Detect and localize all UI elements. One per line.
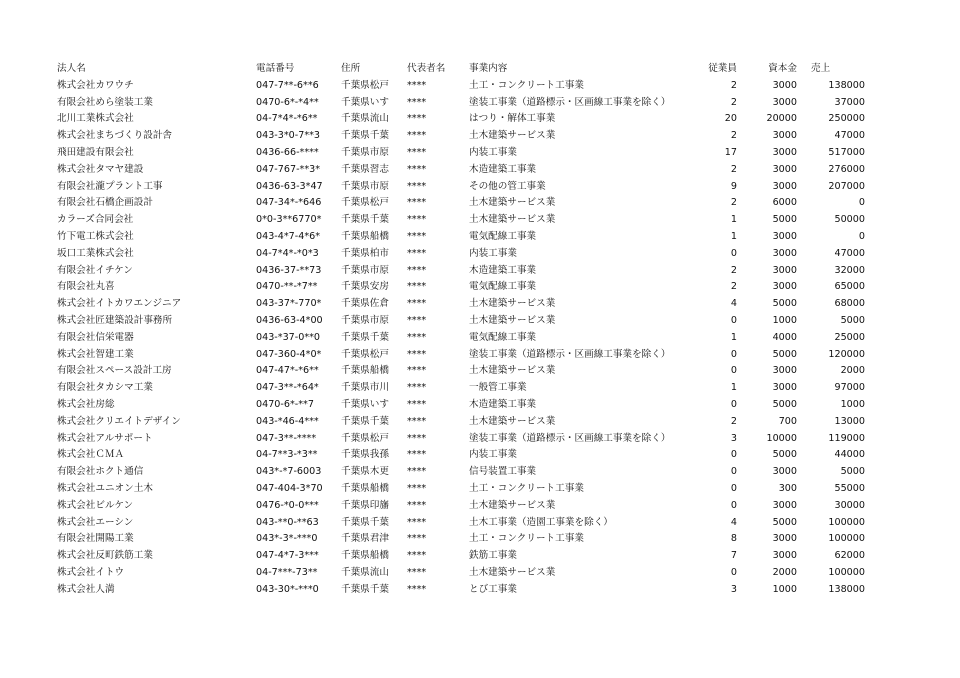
representative-cell: **** (407, 130, 427, 142)
address-cell: 千葉県船橋 (341, 550, 389, 562)
representative-cell: **** (407, 163, 427, 175)
phone-cell: 0*0-3**6770* (256, 214, 322, 226)
table-row (57, 498, 865, 515)
company-table (57, 61, 865, 599)
address-cell: 千葉県千葉 (341, 130, 389, 142)
phone-cell: 047-404-3*70 (256, 482, 323, 494)
representative-cell: **** (407, 180, 427, 192)
address-cell: 千葉県いす (341, 96, 389, 108)
business-cell: はつり・解体工事業 (469, 113, 556, 125)
phone-cell: 0476-*0-0*** (256, 499, 319, 511)
table-row (57, 145, 865, 162)
business-cell: 土木建築サービス業 (469, 130, 556, 142)
representative-cell: **** (407, 482, 427, 494)
business-cell: 内装工事業 (469, 247, 517, 259)
company-name-cell: 有限会社瀧プラント工事 (57, 180, 163, 192)
table-row (57, 229, 865, 246)
table-row (57, 195, 865, 212)
sales-cell: 32000 (834, 264, 865, 276)
table-row (57, 212, 865, 229)
representative-cell: **** (407, 365, 427, 377)
capital-cell: 3000 (772, 163, 797, 175)
business-cell: 内装工事業 (469, 146, 517, 158)
company-name-cell: 有限会社石橋企画設計 (57, 197, 153, 209)
capital-cell: 2000 (772, 566, 797, 578)
sales-cell: 100000 (828, 533, 865, 545)
phone-cell: 043-3*0-7**3 (256, 130, 321, 142)
phone-cell: 043-*37-0**0 (256, 331, 321, 343)
capital-cell: 3000 (772, 180, 797, 192)
representative-cell: **** (407, 331, 427, 343)
employees-cell: 8 (730, 533, 737, 545)
employees-cell: 1 (730, 230, 737, 242)
representative-cell: **** (407, 298, 427, 310)
phone-cell: 047-47*-*6** (256, 365, 319, 377)
phone-cell: 04-7*4*-*0*3 (256, 247, 319, 259)
address-cell: 千葉県千葉 (341, 583, 389, 595)
representative-cell: **** (407, 197, 427, 209)
representative-cell: **** (407, 113, 427, 125)
table-row (57, 363, 865, 380)
business-cell: 土木建築サービス業 (469, 314, 556, 326)
representative-cell: **** (407, 96, 427, 108)
representative-cell: **** (407, 382, 427, 394)
phone-cell: 043-4*7-4*6* (256, 230, 321, 242)
sales-cell: 55000 (834, 482, 865, 494)
employees-cell: 1 (730, 331, 737, 343)
header-business: 事業内容 (469, 63, 508, 74)
table-row (57, 128, 865, 145)
address-cell: 千葉県船橋 (341, 365, 389, 377)
address-cell: 千葉県我孫 (341, 449, 389, 461)
sales-cell: 120000 (828, 348, 865, 360)
table-row (57, 565, 865, 582)
sales-cell: 65000 (834, 281, 865, 293)
address-cell: 千葉県船橋 (341, 230, 389, 242)
representative-cell: **** (407, 214, 427, 226)
table-row (57, 162, 865, 179)
company-name-cell: 株式会社アルサポート (57, 432, 153, 444)
capital-cell: 300 (778, 482, 797, 494)
capital-cell: 3000 (772, 247, 797, 259)
table-row (57, 279, 865, 296)
company-name-cell: 株式会社ビルケン (57, 499, 134, 511)
table-row (57, 447, 865, 464)
sales-cell: 5000 (840, 314, 865, 326)
sales-cell: 0 (858, 197, 865, 209)
representative-cell: **** (407, 516, 427, 528)
address-cell: 千葉県流山 (341, 113, 389, 125)
employees-cell: 20 (724, 113, 737, 125)
company-name-cell: 株式会社反町鉄筋工業 (57, 550, 153, 562)
business-cell: 土木建築サービス業 (469, 298, 556, 310)
address-cell: 千葉県柏市 (341, 247, 389, 259)
representative-cell: **** (407, 348, 427, 360)
company-name-cell: 有限会社タカシマ工業 (57, 382, 153, 394)
phone-cell: 047-360-4*0* (256, 348, 322, 360)
representative-cell: **** (407, 79, 427, 91)
company-name-cell: 北川工業株式会社 (57, 113, 134, 125)
representative-cell: **** (407, 449, 427, 461)
address-cell: 千葉県船橋 (341, 482, 389, 494)
capital-cell: 3000 (772, 466, 797, 478)
header-capital: 資本金 (768, 63, 797, 74)
address-cell: 千葉県流山 (341, 566, 389, 578)
capital-cell: 3000 (772, 382, 797, 394)
employees-cell: 17 (724, 146, 737, 158)
phone-cell: 047-4*7-3*** (256, 550, 319, 562)
phone-cell: 0436-66-**** (256, 146, 319, 158)
table-row (57, 531, 865, 548)
capital-cell: 3000 (772, 79, 797, 91)
business-cell: 木造建築工事業 (469, 264, 537, 276)
header-row (57, 61, 865, 78)
business-cell: 電気配線工事業 (469, 331, 537, 343)
sales-cell: 100000 (828, 516, 865, 528)
capital-cell: 3000 (772, 533, 797, 545)
business-cell: 土工・コンクリート工事業 (469, 482, 584, 494)
capital-cell: 3000 (772, 365, 797, 377)
table-row (57, 179, 865, 196)
representative-cell: **** (407, 146, 427, 158)
business-cell: 塗装工事業（道路標示・区画線工事業を除く） (469, 432, 671, 444)
capital-cell: 3000 (772, 550, 797, 562)
table-row (57, 246, 865, 263)
company-name-cell: カラーズ合同会社 (57, 214, 134, 226)
table-row (57, 78, 865, 95)
capital-cell: 5000 (772, 298, 797, 310)
sales-cell: 138000 (828, 79, 865, 91)
employees-cell: 2 (730, 415, 737, 427)
company-name-cell: 株式会社ＣＭＡ (57, 449, 125, 461)
representative-cell: **** (407, 314, 427, 326)
address-cell: 千葉県木更 (341, 466, 389, 478)
company-name-cell: 株式会社イトカワエンジニア (57, 298, 182, 310)
phone-cell: 04-7***-73** (256, 566, 318, 578)
table-row (57, 548, 865, 565)
capital-cell: 4000 (772, 331, 797, 343)
capital-cell: 5000 (772, 449, 797, 461)
sales-cell: 47000 (834, 247, 865, 259)
header-address: 住所 (341, 63, 361, 74)
capital-cell: 3000 (772, 130, 797, 142)
address-cell: 千葉県松戸 (341, 79, 389, 91)
company-name-cell: 株式会社房総 (57, 398, 115, 410)
business-cell: 塗装工事業（道路標示・区画線工事業を除く） (469, 348, 671, 360)
sales-cell: 276000 (828, 163, 865, 175)
company-name-cell: 有限会社イチケン (57, 264, 133, 276)
employees-cell: 0 (730, 566, 737, 578)
capital-cell: 20000 (766, 113, 797, 125)
representative-cell: **** (407, 550, 427, 562)
business-cell: その他の管工事業 (469, 180, 546, 192)
employees-cell: 9 (730, 180, 737, 192)
sales-cell: 0 (858, 230, 865, 242)
phone-cell: 043*-3*-***0 (256, 533, 318, 545)
header-name: 法人名 (57, 63, 86, 74)
address-cell: 千葉県いす (341, 398, 389, 410)
employees-cell: 0 (730, 398, 737, 410)
header-rep: 代表者名 (407, 63, 446, 74)
header-sales: 売上 (811, 63, 831, 74)
table-row (57, 263, 865, 280)
phone-cell: 043-37*-770* (256, 298, 322, 310)
company-name-cell: 株式会社タマヤ建設 (57, 163, 144, 175)
employees-cell: 2 (730, 281, 737, 293)
employees-cell: 1 (730, 382, 737, 394)
company-name-cell: 株式会社イトウ (57, 566, 125, 578)
sales-cell: 30000 (834, 499, 865, 511)
table-row (57, 296, 865, 313)
business-cell: 土木建築サービス業 (469, 415, 556, 427)
company-name-cell: 株式会社エーシン (57, 516, 134, 528)
sales-cell: 100000 (828, 566, 865, 578)
table-row (57, 380, 865, 397)
address-cell: 千葉県松戸 (341, 432, 389, 444)
business-cell: 木造建築工事業 (469, 163, 537, 175)
company-name-cell: 有限会社開陽工業 (57, 533, 134, 545)
sales-cell: 68000 (834, 298, 865, 310)
business-cell: 土木建築サービス業 (469, 566, 556, 578)
company-name-cell: 株式会社クリエイトデザイン (57, 415, 181, 427)
sales-cell: 50000 (834, 214, 865, 226)
company-name-cell: 株式会社まちづくり設計舎 (57, 130, 173, 142)
table-row (57, 481, 865, 498)
employees-cell: 2 (730, 264, 737, 276)
capital-cell: 3000 (772, 281, 797, 293)
business-cell: 内装工事業 (469, 449, 517, 461)
representative-cell: **** (407, 264, 427, 276)
phone-cell: 043*-*7-6003 (256, 466, 322, 478)
capital-cell: 1000 (772, 314, 797, 326)
address-cell: 千葉県市川 (341, 382, 389, 394)
address-cell: 千葉県習志 (341, 163, 389, 175)
company-name-cell: 有限会社ホクト通信 (57, 466, 144, 478)
phone-cell: 0470-6*-**7 (256, 398, 314, 410)
representative-cell: **** (407, 398, 427, 410)
representative-cell: **** (407, 415, 427, 427)
sales-cell: 138000 (828, 583, 865, 595)
company-name-cell: 株式会社ユニオン土木 (57, 482, 153, 494)
sales-cell: 207000 (828, 180, 865, 192)
company-name-cell: 株式会社匠建築設計事務所 (57, 314, 173, 326)
company-name-cell: 有限会社めら塗装工業 (57, 96, 153, 108)
capital-cell: 3000 (772, 230, 797, 242)
address-cell: 千葉県印旛 (341, 499, 389, 511)
address-cell: 千葉県市原 (341, 314, 389, 326)
company-name-cell: 飛田建設有限会社 (57, 146, 134, 158)
capital-cell: 6000 (772, 197, 797, 209)
sales-cell: 5000 (840, 466, 865, 478)
table-row (57, 347, 865, 364)
address-cell: 千葉県千葉 (341, 415, 389, 427)
phone-cell: 043-*46-4*** (256, 415, 319, 427)
capital-cell: 700 (778, 415, 797, 427)
table-body (57, 61, 865, 599)
address-cell: 千葉県市原 (341, 264, 389, 276)
employees-cell: 2 (730, 163, 737, 175)
business-cell: 土工・コンクリート工事業 (469, 533, 584, 545)
company-name-cell: 有限会社丸喜 (57, 281, 115, 293)
employees-cell: 0 (730, 466, 737, 478)
sales-cell: 47000 (834, 130, 865, 142)
business-cell: 塗装工事業（道路標示・区画線工事業を除く） (469, 96, 671, 108)
company-name-cell: 株式会社人満 (57, 583, 115, 595)
business-cell: 土木建築サービス業 (469, 214, 556, 226)
employees-cell: 2 (730, 197, 737, 209)
company-name-cell: 株式会社智建工業 (57, 348, 134, 360)
phone-cell: 047-7**-6**6 (256, 79, 319, 91)
sales-cell: 97000 (834, 382, 865, 394)
representative-cell: **** (407, 281, 427, 293)
address-cell: 千葉県千葉 (341, 516, 389, 528)
phone-cell: 0470-**-*7** (256, 281, 318, 293)
capital-cell: 3000 (772, 499, 797, 511)
address-cell: 千葉県市原 (341, 180, 389, 192)
table-row (57, 431, 865, 448)
address-cell: 千葉県松戸 (341, 348, 389, 360)
business-cell: 鉄筋工事業 (469, 550, 517, 562)
business-cell: 電気配線工事業 (469, 230, 537, 242)
business-cell: 土木建築サービス業 (469, 499, 556, 511)
capital-cell: 5000 (772, 348, 797, 360)
address-cell: 千葉県安房 (341, 281, 389, 293)
capital-cell: 5000 (772, 398, 797, 410)
employees-cell: 2 (730, 130, 737, 142)
phone-cell: 04-7**3-*3** (256, 449, 318, 461)
address-cell: 千葉県佐倉 (341, 298, 389, 310)
sales-cell: 250000 (828, 113, 865, 125)
company-name-cell: 坂口工業株式会社 (57, 247, 134, 259)
address-cell: 千葉県千葉 (341, 331, 389, 343)
phone-cell: 0436-63-4*00 (256, 314, 323, 326)
table-row (57, 313, 865, 330)
representative-cell: **** (407, 499, 427, 511)
employees-cell: 0 (730, 499, 737, 511)
sales-cell: 119000 (828, 432, 865, 444)
sales-cell: 25000 (834, 331, 865, 343)
employees-cell: 4 (730, 298, 737, 310)
table-row (57, 414, 865, 431)
employees-cell: 0 (730, 348, 737, 360)
capital-cell: 5000 (772, 214, 797, 226)
address-cell: 千葉県千葉 (341, 214, 389, 226)
employees-cell: 4 (730, 516, 737, 528)
representative-cell: **** (407, 432, 427, 444)
representative-cell: **** (407, 247, 427, 259)
table-row (57, 582, 865, 599)
company-name-cell: 株式会社カワウチ (57, 79, 134, 91)
employees-cell: 3 (730, 583, 737, 595)
phone-cell: 047-3**-*64* (256, 382, 319, 394)
capital-cell: 10000 (766, 432, 797, 444)
phone-cell: 043-**0-**63 (256, 516, 319, 528)
phone-cell: 047-767-**3* (256, 163, 321, 175)
business-cell: とび工事業 (469, 583, 517, 595)
sales-cell: 62000 (834, 550, 865, 562)
business-cell: 信号装置工事業 (469, 466, 537, 478)
company-name-cell: 竹下電工株式会社 (57, 230, 134, 242)
business-cell: 土木建築サービス業 (469, 365, 556, 377)
representative-cell: **** (407, 533, 427, 545)
company-name-cell: 有限会社スペース設計工房 (57, 365, 172, 377)
employees-cell: 1 (730, 214, 737, 226)
table-row (57, 464, 865, 481)
company-name-cell: 有限会社信栄電器 (57, 331, 134, 343)
employees-cell: 3 (730, 432, 737, 444)
capital-cell: 5000 (772, 516, 797, 528)
table-row (57, 397, 865, 414)
capital-cell: 3000 (772, 146, 797, 158)
employees-cell: 2 (730, 96, 737, 108)
sales-cell: 2000 (840, 365, 865, 377)
business-cell: 木造建築工事業 (469, 398, 537, 410)
business-cell: 一般管工事業 (469, 382, 527, 394)
representative-cell: **** (407, 466, 427, 478)
employees-cell: 2 (730, 79, 737, 91)
business-cell: 土工・コンクリート工事業 (469, 79, 584, 91)
phone-cell: 047-3**-**** (256, 432, 317, 444)
capital-cell: 1000 (772, 583, 797, 595)
header-tel: 電話番号 (256, 63, 295, 74)
phone-cell: 043-30*-***0 (256, 583, 319, 595)
sales-cell: 517000 (828, 146, 865, 158)
employees-cell: 0 (730, 449, 737, 461)
sales-cell: 1000 (840, 398, 865, 410)
employees-cell: 0 (730, 365, 737, 377)
representative-cell: **** (407, 566, 427, 578)
phone-cell: 0436-37-**73 (256, 264, 322, 276)
address-cell: 千葉県市原 (341, 146, 389, 158)
sales-cell: 44000 (834, 449, 865, 461)
capital-cell: 3000 (772, 96, 797, 108)
representative-cell: **** (407, 583, 427, 595)
employees-cell: 0 (730, 314, 737, 326)
table-row (57, 95, 865, 112)
employees-cell: 0 (730, 482, 737, 494)
address-cell: 千葉県君津 (341, 533, 389, 545)
phone-cell: 047-34*-*646 (256, 197, 322, 209)
sales-cell: 37000 (834, 96, 865, 108)
business-cell: 土木建築サービス業 (469, 197, 556, 209)
business-cell: 土木工事業（造園工事業を除く） (469, 516, 613, 528)
table-row (57, 111, 865, 128)
address-cell: 千葉県松戸 (341, 197, 389, 209)
table-row (57, 330, 865, 347)
employees-cell: 0 (730, 247, 737, 259)
business-cell: 電気配線工事業 (469, 281, 537, 293)
employees-cell: 7 (730, 550, 737, 562)
table-row (57, 515, 865, 532)
sales-cell: 13000 (834, 415, 865, 427)
phone-cell: 0470-6*-*4** (256, 96, 319, 108)
capital-cell: 3000 (772, 264, 797, 276)
representative-cell: **** (407, 230, 427, 242)
phone-cell: 0436-63-3*47 (256, 180, 323, 192)
header-employees: 従業員 (708, 63, 737, 74)
phone-cell: 04-7*4*-*6** (256, 113, 318, 125)
